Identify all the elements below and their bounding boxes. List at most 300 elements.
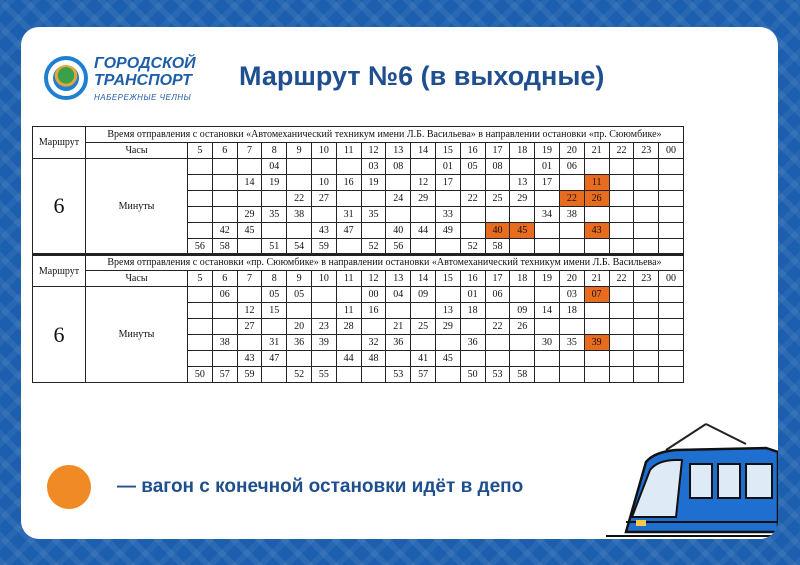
minute-cell: 15 bbox=[262, 303, 287, 319]
minute-cell bbox=[460, 319, 485, 335]
hour-cell: 9 bbox=[287, 143, 312, 159]
minute-cell bbox=[411, 159, 436, 175]
hour-cell: 10 bbox=[311, 271, 336, 287]
hour-cell: 6 bbox=[212, 271, 237, 287]
minute-cell bbox=[188, 351, 213, 367]
minute-cell: 31 bbox=[262, 335, 287, 351]
minute-cell: 56 bbox=[386, 239, 411, 255]
minute-cell: 29 bbox=[411, 191, 436, 207]
minute-cell bbox=[659, 303, 684, 319]
minute-cell bbox=[237, 191, 262, 207]
minute-cell: 32 bbox=[361, 335, 386, 351]
minute-cell bbox=[411, 207, 436, 223]
minute-cell bbox=[584, 351, 609, 367]
minute-cell bbox=[609, 239, 634, 255]
hour-cell: 19 bbox=[535, 271, 560, 287]
minute-cell bbox=[609, 287, 634, 303]
timetable bbox=[32, 126, 684, 383]
minute-cell bbox=[262, 319, 287, 335]
minute-cell bbox=[634, 207, 659, 223]
timetable-header-row bbox=[33, 127, 684, 143]
route-label: Маршрут bbox=[33, 255, 86, 287]
hours-row bbox=[33, 143, 684, 159]
minute-cell bbox=[435, 367, 460, 383]
minute-cell: 09 bbox=[411, 287, 436, 303]
minute-cell bbox=[510, 351, 535, 367]
minute-cell: 08 bbox=[386, 159, 411, 175]
minute-cell: 25 bbox=[485, 191, 510, 207]
minute-cell: 18 bbox=[460, 303, 485, 319]
minute-cell bbox=[237, 287, 262, 303]
minute-cell: 08 bbox=[485, 159, 510, 175]
minute-cell: 35 bbox=[559, 335, 584, 351]
minute-cell: 04 bbox=[262, 159, 287, 175]
hour-cell: 19 bbox=[535, 143, 560, 159]
minute-cell bbox=[460, 223, 485, 239]
minute-cell bbox=[212, 159, 237, 175]
minute-cell: 58 bbox=[485, 239, 510, 255]
minute-cell: 19 bbox=[361, 175, 386, 191]
minute-cell: 45 bbox=[435, 351, 460, 367]
minute-cell: 14 bbox=[237, 175, 262, 191]
hour-cell: 8 bbox=[262, 271, 287, 287]
minute-cell bbox=[634, 191, 659, 207]
minute-cell bbox=[609, 175, 634, 191]
minute-cell: 30 bbox=[535, 335, 560, 351]
minute-cell bbox=[510, 335, 535, 351]
minute-cell: 35 bbox=[262, 207, 287, 223]
minute-cell bbox=[237, 239, 262, 255]
minute-cell: 09 bbox=[510, 303, 535, 319]
minute-cell: 27 bbox=[311, 191, 336, 207]
minute-cell: 53 bbox=[485, 367, 510, 383]
minute-cell: 43 bbox=[237, 351, 262, 367]
minute-cell bbox=[659, 287, 684, 303]
hour-cell: 21 bbox=[584, 143, 609, 159]
hour-cell: 21 bbox=[584, 271, 609, 287]
minute-cell bbox=[634, 223, 659, 239]
minute-cell: 16 bbox=[361, 303, 386, 319]
minute-cell: 12 bbox=[237, 303, 262, 319]
minute-cell bbox=[535, 239, 560, 255]
minute-cell bbox=[659, 159, 684, 175]
minute-cell: 03 bbox=[559, 287, 584, 303]
minute-cell bbox=[188, 303, 213, 319]
minute-cell: 38 bbox=[559, 207, 584, 223]
minute-cell: 31 bbox=[336, 207, 361, 223]
hour-cell: 6 bbox=[212, 143, 237, 159]
route-label: Маршрут bbox=[33, 127, 86, 159]
minute-cell bbox=[287, 223, 312, 239]
minute-cell: 01 bbox=[435, 159, 460, 175]
hour-cell: 16 bbox=[460, 271, 485, 287]
minute-cell: 47 bbox=[262, 351, 287, 367]
departure-header: Время отправления с остановки «Автомеханический техникум имени Л.Б. Васильева» в направлении остановки «пр. Сююмбике» bbox=[86, 127, 684, 143]
minute-cell bbox=[212, 191, 237, 207]
depot-departure-cell: 43 bbox=[584, 223, 609, 239]
minute-cell bbox=[659, 223, 684, 239]
minute-cell bbox=[386, 207, 411, 223]
minute-cell bbox=[485, 351, 510, 367]
hour-cell: 17 bbox=[485, 271, 510, 287]
minute-cell: 00 bbox=[361, 287, 386, 303]
minute-cell: 12 bbox=[411, 175, 436, 191]
minute-cell bbox=[361, 191, 386, 207]
minute-cell bbox=[460, 351, 485, 367]
route-number: 6 bbox=[33, 159, 86, 255]
minute-cell bbox=[336, 335, 361, 351]
minute-cell: 24 bbox=[386, 191, 411, 207]
minute-cell: 47 bbox=[336, 223, 361, 239]
page-title: Маршрут №6 (в выходные) bbox=[239, 61, 605, 91]
depot-departure-cell: 39 bbox=[584, 335, 609, 351]
minute-cell: 58 bbox=[510, 367, 535, 383]
minute-cell: 20 bbox=[287, 319, 312, 335]
minute-cell bbox=[336, 367, 361, 383]
minute-cell bbox=[659, 175, 684, 191]
minute-cell bbox=[559, 223, 584, 239]
hour-cell: 10 bbox=[311, 143, 336, 159]
minute-cell bbox=[336, 239, 361, 255]
minute-cell: 01 bbox=[460, 287, 485, 303]
minute-cell bbox=[287, 175, 312, 191]
legend-depot-marker bbox=[47, 465, 91, 509]
hour-cell: 20 bbox=[559, 271, 584, 287]
minute-cell: 44 bbox=[411, 223, 436, 239]
minute-cell bbox=[188, 159, 213, 175]
logo-title: ГОРОДСКОЙ ТРАНСПОРТ bbox=[94, 55, 196, 89]
minute-cell: 59 bbox=[311, 239, 336, 255]
minute-cell bbox=[188, 175, 213, 191]
minute-cell bbox=[485, 175, 510, 191]
minute-cell bbox=[460, 175, 485, 191]
hour-cell: 16 bbox=[460, 143, 485, 159]
minute-cell bbox=[188, 207, 213, 223]
minute-cell bbox=[237, 335, 262, 351]
minute-cell: 22 bbox=[460, 191, 485, 207]
departure-header: Время отправления с остановки «пр. Сююмбике» в направлении остановки «Автомеханический техникум имени Л.Б. Васильева» bbox=[86, 255, 684, 271]
minute-cell: 42 bbox=[212, 223, 237, 239]
minute-cell: 56 bbox=[188, 239, 213, 255]
timetable-header-row bbox=[33, 255, 684, 271]
minute-cell bbox=[634, 351, 659, 367]
minute-cell bbox=[435, 191, 460, 207]
legend bbox=[47, 462, 647, 512]
hour-cell: 11 bbox=[336, 143, 361, 159]
minute-cell bbox=[435, 335, 460, 351]
minute-cell bbox=[584, 367, 609, 383]
minute-cell bbox=[311, 207, 336, 223]
minute-cell bbox=[411, 239, 436, 255]
minute-cell bbox=[659, 367, 684, 383]
minute-cell bbox=[634, 287, 659, 303]
minute-cell: 52 bbox=[287, 367, 312, 383]
minute-cell bbox=[212, 175, 237, 191]
minute-cell bbox=[311, 351, 336, 367]
minute-cell: 53 bbox=[386, 367, 411, 383]
minute-cell bbox=[188, 287, 213, 303]
minute-cell bbox=[584, 319, 609, 335]
city-transport-logo bbox=[44, 50, 194, 110]
hour-cell: 13 bbox=[386, 143, 411, 159]
hour-cell: 8 bbox=[262, 143, 287, 159]
minute-cell: 36 bbox=[287, 335, 312, 351]
hour-cell: 12 bbox=[361, 143, 386, 159]
hour-cell: 5 bbox=[188, 271, 213, 287]
depot-departure-cell: 40 bbox=[485, 223, 510, 239]
minute-cell bbox=[188, 335, 213, 351]
minute-cell: 36 bbox=[460, 335, 485, 351]
depot-departure-cell: 11 bbox=[584, 175, 609, 191]
minutes-label: Минуты bbox=[86, 287, 188, 383]
minute-cell bbox=[435, 287, 460, 303]
minute-cell: 35 bbox=[361, 207, 386, 223]
minute-cell bbox=[361, 319, 386, 335]
minutes-row bbox=[33, 159, 684, 175]
hour-cell: 20 bbox=[559, 143, 584, 159]
minute-cell bbox=[609, 319, 634, 335]
minute-cell: 29 bbox=[435, 319, 460, 335]
minute-cell: 57 bbox=[212, 367, 237, 383]
minute-cell bbox=[336, 191, 361, 207]
minute-cell bbox=[386, 175, 411, 191]
minute-cell: 49 bbox=[435, 223, 460, 239]
hour-cell: 13 bbox=[386, 271, 411, 287]
minute-cell bbox=[262, 191, 287, 207]
hour-cell: 00 bbox=[659, 271, 684, 287]
minute-cell bbox=[311, 303, 336, 319]
hours-row bbox=[33, 271, 684, 287]
minute-cell bbox=[634, 335, 659, 351]
hour-cell: 12 bbox=[361, 271, 386, 287]
minute-cell bbox=[287, 303, 312, 319]
minute-cell: 14 bbox=[535, 303, 560, 319]
minute-cell: 17 bbox=[535, 175, 560, 191]
minute-cell bbox=[559, 239, 584, 255]
minute-cell bbox=[559, 351, 584, 367]
minute-cell bbox=[584, 239, 609, 255]
minute-cell bbox=[609, 207, 634, 223]
minute-cell bbox=[535, 287, 560, 303]
minute-cell: 03 bbox=[361, 159, 386, 175]
minute-cell bbox=[559, 367, 584, 383]
minute-cell bbox=[212, 351, 237, 367]
minute-cell bbox=[287, 159, 312, 175]
depot-departure-cell: 07 bbox=[584, 287, 609, 303]
minute-cell: 06 bbox=[485, 287, 510, 303]
hour-cell: 18 bbox=[510, 143, 535, 159]
hour-cell: 14 bbox=[411, 143, 436, 159]
minute-cell bbox=[336, 159, 361, 175]
minute-cell: 52 bbox=[361, 239, 386, 255]
minute-cell: 05 bbox=[460, 159, 485, 175]
hour-cell: 5 bbox=[188, 143, 213, 159]
hour-cell: 11 bbox=[336, 271, 361, 287]
minute-cell: 25 bbox=[411, 319, 436, 335]
minute-cell: 11 bbox=[336, 303, 361, 319]
minute-cell bbox=[460, 207, 485, 223]
minute-cell: 33 bbox=[435, 207, 460, 223]
minute-cell: 34 bbox=[535, 207, 560, 223]
minute-cell bbox=[336, 287, 361, 303]
minute-cell: 58 bbox=[212, 239, 237, 255]
hour-cell: 7 bbox=[237, 271, 262, 287]
minute-cell: 06 bbox=[212, 287, 237, 303]
minute-cell bbox=[609, 303, 634, 319]
minute-cell: 50 bbox=[188, 367, 213, 383]
minute-cell bbox=[609, 351, 634, 367]
minute-cell bbox=[634, 367, 659, 383]
minute-cell bbox=[659, 319, 684, 335]
minutes-row bbox=[33, 287, 684, 303]
hour-cell: 22 bbox=[609, 271, 634, 287]
minute-cell bbox=[659, 191, 684, 207]
minute-cell: 36 bbox=[386, 335, 411, 351]
minute-cell: 05 bbox=[262, 287, 287, 303]
minute-cell bbox=[559, 319, 584, 335]
minute-cell: 51 bbox=[262, 239, 287, 255]
minute-cell bbox=[659, 335, 684, 351]
minute-cell bbox=[411, 303, 436, 319]
depot-departure-cell: 22 bbox=[559, 191, 584, 207]
hour-cell: 9 bbox=[287, 271, 312, 287]
minute-cell: 18 bbox=[559, 303, 584, 319]
minute-cell: 27 bbox=[237, 319, 262, 335]
minute-cell bbox=[634, 159, 659, 175]
minute-cell bbox=[361, 223, 386, 239]
minute-cell: 57 bbox=[411, 367, 436, 383]
minute-cell: 22 bbox=[287, 191, 312, 207]
minute-cell bbox=[212, 303, 237, 319]
minute-cell: 38 bbox=[212, 335, 237, 351]
minute-cell: 13 bbox=[435, 303, 460, 319]
minute-cell bbox=[659, 207, 684, 223]
logo-subtitle: НАБЕРЕЖНЫЕ ЧЕЛНЫ bbox=[94, 93, 192, 102]
hour-cell: 18 bbox=[510, 271, 535, 287]
minute-cell bbox=[311, 287, 336, 303]
minute-cell: 10 bbox=[311, 175, 336, 191]
minute-cell bbox=[634, 239, 659, 255]
minute-cell bbox=[237, 159, 262, 175]
hour-cell: 23 bbox=[634, 271, 659, 287]
minute-cell bbox=[386, 303, 411, 319]
hour-cell: 23 bbox=[634, 143, 659, 159]
hour-cell: 15 bbox=[435, 271, 460, 287]
minute-cell: 52 bbox=[460, 239, 485, 255]
minute-cell bbox=[435, 239, 460, 255]
minute-cell bbox=[535, 319, 560, 335]
minute-cell bbox=[287, 351, 312, 367]
minute-cell: 28 bbox=[336, 319, 361, 335]
minute-cell bbox=[386, 351, 411, 367]
depot-departure-cell: 26 bbox=[584, 191, 609, 207]
minute-cell bbox=[609, 367, 634, 383]
minute-cell: 43 bbox=[311, 223, 336, 239]
minute-cell bbox=[188, 319, 213, 335]
minute-cell: 16 bbox=[336, 175, 361, 191]
minute-cell bbox=[188, 223, 213, 239]
minute-cell bbox=[584, 303, 609, 319]
minute-cell bbox=[609, 191, 634, 207]
minute-cell: 04 bbox=[386, 287, 411, 303]
depot-departure-cell: 45 bbox=[510, 223, 535, 239]
minute-cell: 01 bbox=[535, 159, 560, 175]
hour-cell: 17 bbox=[485, 143, 510, 159]
minute-cell bbox=[485, 207, 510, 223]
minute-cell bbox=[262, 223, 287, 239]
minute-cell bbox=[485, 303, 510, 319]
minute-cell: 29 bbox=[237, 207, 262, 223]
minute-cell bbox=[510, 287, 535, 303]
hour-cell: 7 bbox=[237, 143, 262, 159]
minute-cell: 38 bbox=[287, 207, 312, 223]
minute-cell bbox=[535, 223, 560, 239]
minute-cell: 19 bbox=[262, 175, 287, 191]
minute-cell bbox=[659, 351, 684, 367]
minute-cell bbox=[411, 335, 436, 351]
hours-label: Часы bbox=[86, 271, 188, 287]
minute-cell: 54 bbox=[287, 239, 312, 255]
hour-cell: 00 bbox=[659, 143, 684, 159]
minute-cell bbox=[634, 303, 659, 319]
city-emblem-icon bbox=[44, 56, 88, 100]
minute-cell bbox=[659, 239, 684, 255]
minute-cell bbox=[311, 159, 336, 175]
minute-cell: 26 bbox=[510, 319, 535, 335]
minute-cell bbox=[212, 207, 237, 223]
minute-cell: 13 bbox=[510, 175, 535, 191]
minute-cell bbox=[485, 335, 510, 351]
minute-cell bbox=[361, 367, 386, 383]
minute-cell: 21 bbox=[386, 319, 411, 335]
minute-cell bbox=[535, 191, 560, 207]
minute-cell: 05 bbox=[287, 287, 312, 303]
minute-cell bbox=[584, 207, 609, 223]
hour-cell: 14 bbox=[411, 271, 436, 287]
minute-cell bbox=[188, 191, 213, 207]
minute-cell: 23 bbox=[311, 319, 336, 335]
minute-cell: 45 bbox=[237, 223, 262, 239]
hours-label: Часы bbox=[86, 143, 188, 159]
legend-text: — вагон с конечной остановки идёт в депо bbox=[117, 476, 524, 497]
hour-cell: 22 bbox=[609, 143, 634, 159]
minute-cell bbox=[559, 175, 584, 191]
minute-cell: 39 bbox=[311, 335, 336, 351]
minute-cell: 41 bbox=[411, 351, 436, 367]
minute-cell bbox=[212, 319, 237, 335]
minute-cell bbox=[634, 175, 659, 191]
minute-cell bbox=[262, 367, 287, 383]
minute-cell bbox=[634, 319, 659, 335]
minute-cell bbox=[609, 335, 634, 351]
minute-cell bbox=[535, 351, 560, 367]
minute-cell: 22 bbox=[485, 319, 510, 335]
minute-cell: 55 bbox=[311, 367, 336, 383]
minutes-label: Минуты bbox=[86, 159, 188, 255]
route-number: 6 bbox=[33, 287, 86, 383]
minute-cell: 50 bbox=[460, 367, 485, 383]
minute-cell bbox=[609, 159, 634, 175]
minute-cell bbox=[584, 159, 609, 175]
hour-cell: 15 bbox=[435, 143, 460, 159]
minute-cell: 29 bbox=[510, 191, 535, 207]
minute-cell bbox=[510, 159, 535, 175]
minute-cell bbox=[609, 223, 634, 239]
minute-cell bbox=[510, 207, 535, 223]
minute-cell: 44 bbox=[336, 351, 361, 367]
minute-cell: 59 bbox=[237, 367, 262, 383]
minute-cell: 06 bbox=[559, 159, 584, 175]
